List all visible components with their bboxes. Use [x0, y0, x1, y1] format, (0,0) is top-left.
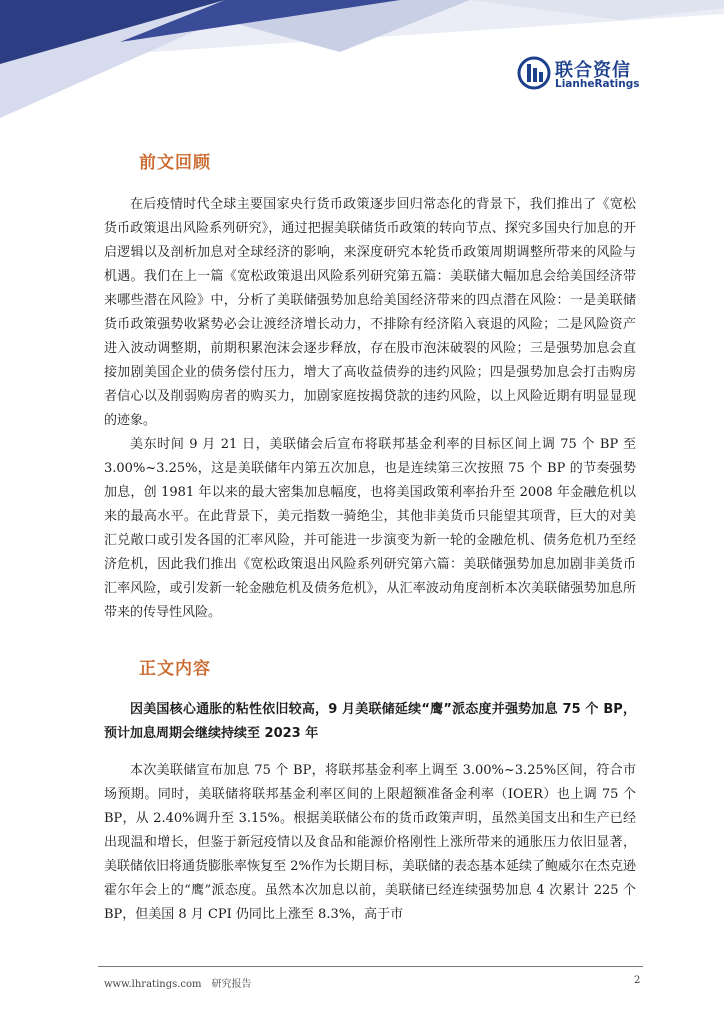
- footer-divider: [98, 966, 643, 967]
- section-heading-review: 前文回顾: [139, 153, 211, 173]
- lianhe-ratings-logo: [517, 54, 647, 94]
- footer-site-label: www.lhratings.com 研究报告: [104, 979, 252, 990]
- logo-english-text: LianheRatings: [555, 78, 640, 90]
- logo-chinese-text: 联合资信: [555, 60, 631, 81]
- main-subheading: 因美国核心通胀的粘性依旧较高，9 月美联储延续“鹰”派态度并强势加息 75 个 BP，预计加息周期会继续持续至 2023 年: [104, 702, 636, 741]
- lianhe-logo-icon: [517, 56, 551, 90]
- review-paragraph-1: 在后疫情时代全球主要国家央行货币政策逐步回归常态化的背景下，我们推出了《宽松货币政策退出风险系列研究》，通过把握美联储货币政策的转向节点、探究多国央行加息的开启逻辑以及剖析加息对全球经济的影响，来深度研究本轮货币政策周期调整所带来的风险与机遇。我们在上一篇《宽松政策退出风险系列研究第五篇：美联储大幅加息会给美国经济带来哪些潜在风险》中，分析了美联储强势加息给美国经济带来的四点潜在风险：一是美联储货币政策强势收紧势必会让渡经济增长动力，不排除有经济陷入衰退的风险；二是风险资产进入波动调整期，前期积累泡沫会逐步释放，存在股市泡沫破裂的风险；三是强势加息会直接加剧美国企业的债务偿付压力，增大了高收益债券的违约风险；四是强势加息会打击购房者信心以及削弱购房者的购买力，加剧家庭按揭贷款的违约风险，以上风险近期有明显显现的迹象。: [104, 197, 636, 428]
- review-paragraph-2: 美东时间 9 月 21 日，美联储会后宣布将联邦基金利率的目标区间上调 75 个 BP 至 3.00%~3.25%，这是美联储年内第五次加息，也是连续第三次按照 75 个 BP 的节奏强势加息，创 1981 年以来的最大密集加息幅度，也将美国政策利率抬升至 2008 年金融危机以来的最高水平。在此背景下，美元指数一骑绝尘，其他非美货币只能望其项背，巨大的对美汇兑敞口或引发各国的汇率风险，并可能进一步演变为新一轮的金融危机、债务危机乃至经济危机，因此我们推出《宽松政策退出风险系列研究第六篇：美联储强势加息加剧非美货币汇率风险，或引发新一轮金融危机及债务危机》，从汇率波动角度剖析本次美联储强势加息所带来的传导性风险。: [104, 437, 636, 620]
- page-number: 2: [634, 975, 641, 986]
- main-paragraph-1: 本次美联储宣布加息 75 个 BP，将联邦基金利率上调至 3.00%~3.25%区间，符合市场预期。同时，美联储将联邦基金利率区间的上限超额准备金利率（IOER）也上调 75 个 BP，从 2.40%调升至 3.15%。根据美联储公布的货币政策声明，虽然美国支出和生产已经出现温和增长，但鉴于新冠疫情以及食品和能源价格刚性上涨所带来的通胀压力依旧显著，美联储依旧将通货膨胀率恢复至 2%作为长期目标，美联储的表态基本延续了鲍威尔在杰克逊霍尔年会上的“鹰”派态度。虽然本次加息以前，美联储已经连续强势加息 4 次累计 225 个 BP，但美国 8 月 CPI 仍同比上涨至 8.3%，高于市: [104, 763, 636, 922]
- section-heading-main: 正文内容: [139, 659, 211, 679]
